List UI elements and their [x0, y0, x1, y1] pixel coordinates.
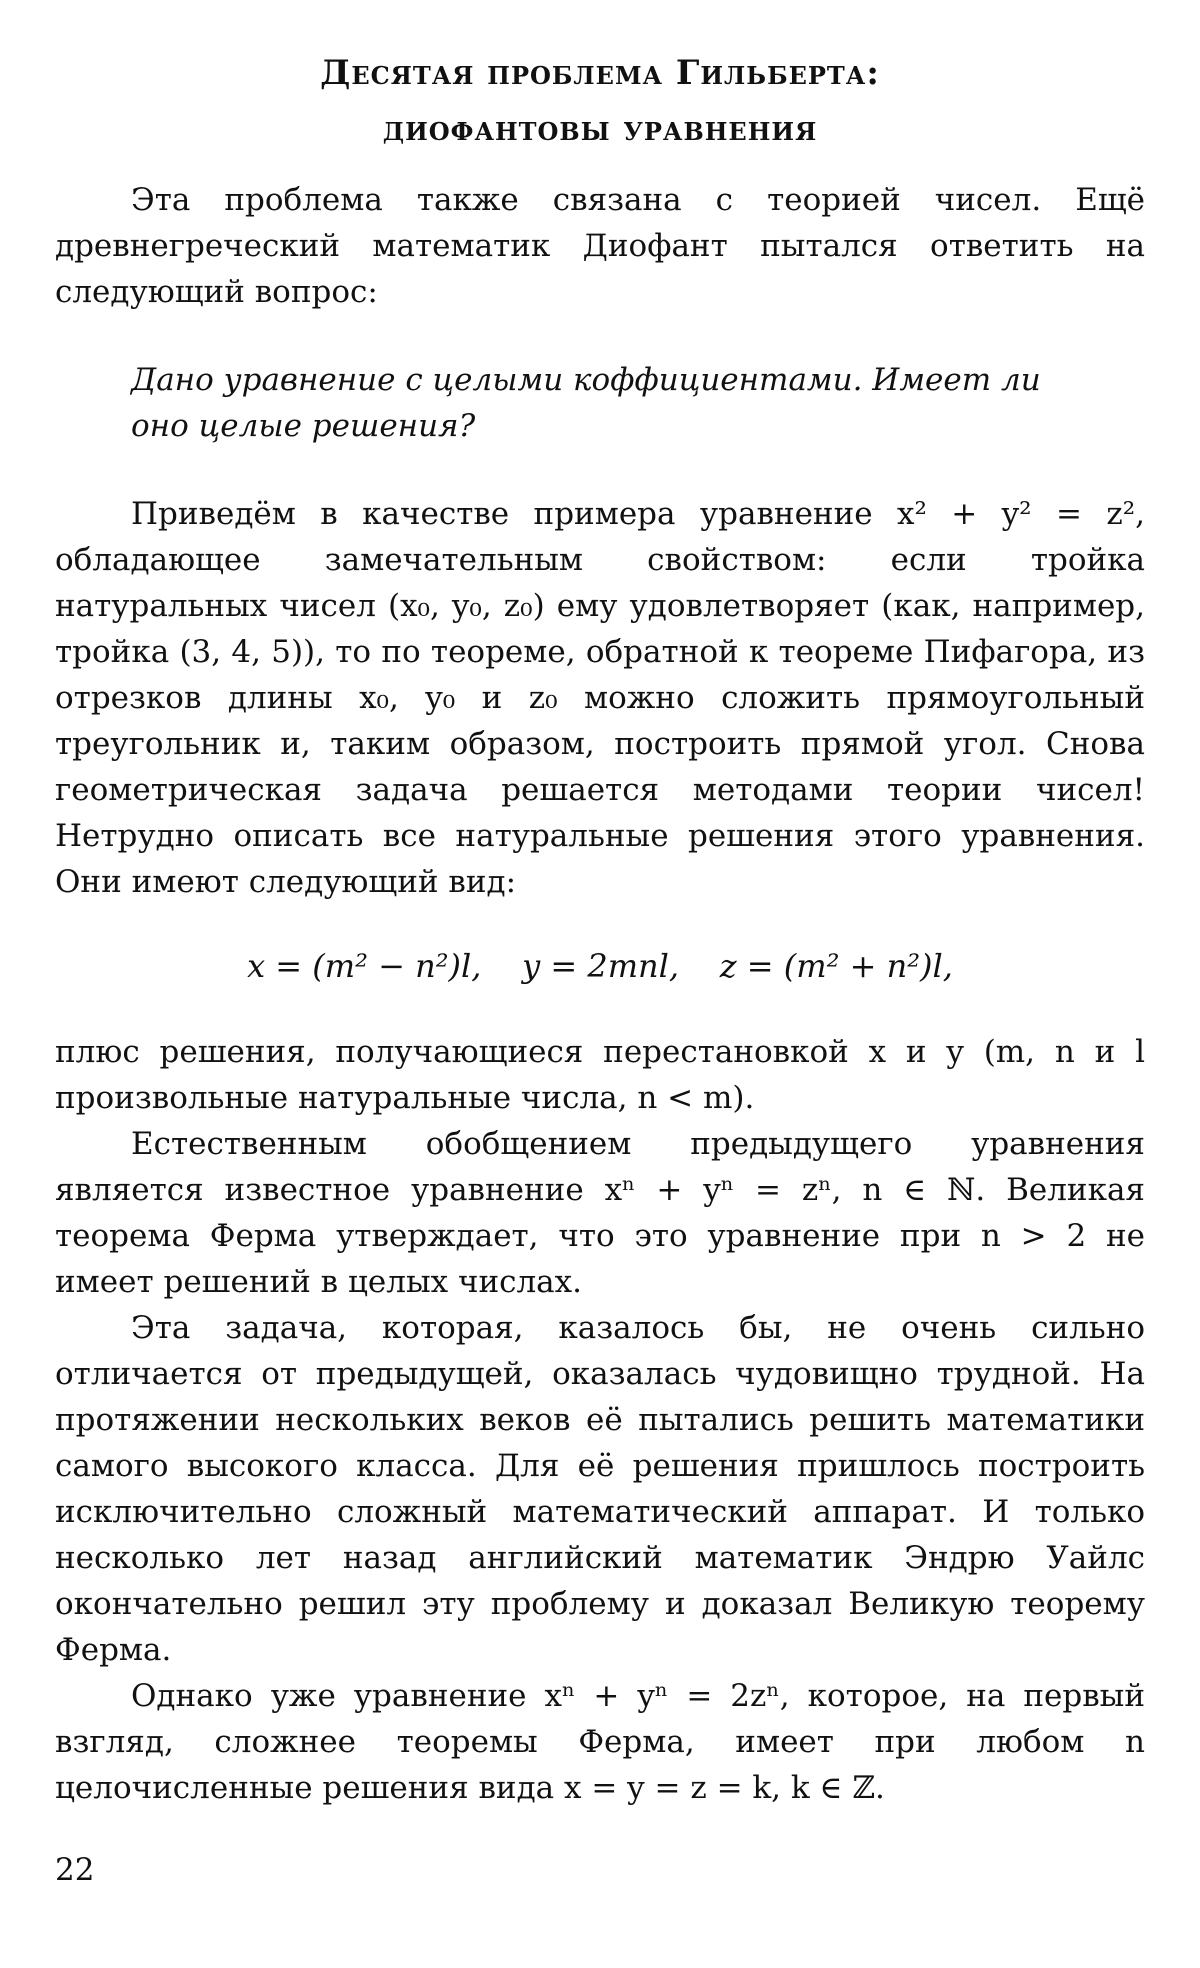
pythagorean-triples-formula: x = (m² − n²)l, y = 2mnl, z = (m² + n²)l,	[247, 947, 953, 985]
title-line-1: Десятая проблема Гильберта:	[320, 53, 880, 93]
permutation-paragraph: плюс решения, получающиеся перестановкой x и y (m, n и l произвольные натуральные числа, n < m).	[55, 1034, 1145, 1116]
pythagoras-paragraph: Приведём в качестве примера уравнение x² + y² = z², обладающее замечательным свойством: если тройка натуральных чисел (x₀, y₀, z₀) ему удовлетворяет (как, например, тройка (3, 4, 5)), то по теореме, обратной к теореме Пифагора, из отрезков длины x₀, y₀ и z₀ можно сложить прямоугольный треугольник и, таким образом, построить прямой угол. Снова геометрическая задача решается методами теории чисел! Нетрудно описать все натуральные решения этого уравнения. Они имеют следующий вид:	[55, 496, 1145, 900]
page-title	[55, 45, 1145, 157]
page-content	[55, 45, 1145, 1811]
fermat-paragraph: Естественным обобщением предыдущего уравнения является известное уравнение xⁿ + yⁿ = zⁿ, n ∈ ℕ. Великая теорема Ферма утверждает, что это уравнение при n > 2 не имеет решений в целых числах.	[55, 1126, 1145, 1300]
question-quote: Дано уравнение с целыми коффициентами. Имеет ли оно целые решения?	[131, 362, 1041, 444]
wiles-paragraph: Эта задача, которая, казалось бы, не очень сильно отличается от предыдущей, оказалась чудовищно трудной. На протяжении нескольких веков её пытались решить математики самого высокого класса. Для её решения пришлось построить исключительно сложный математический аппарат. И только несколько лет назад английский математик Эндрю Уайлс окончательно решил эту проблему и доказал Великую теорему Ферма.	[55, 1310, 1145, 1668]
final-paragraph: Однако уже уравнение xⁿ + yⁿ = 2zⁿ, которое, на первый взгляд, сложнее теоремы Ферма, имеет при любом n целочисленные решения вида x = y = z = k, k ∈ ℤ.	[55, 1678, 1145, 1806]
intro-paragraph: Эта проблема также связана с теорией чисел. Ещё древнегреческий математик Диофант пытался ответить на следующий вопрос:	[55, 182, 1145, 310]
title-line-2: диофантовы уравнения	[382, 109, 818, 149]
page-number: 22	[55, 1852, 95, 1888]
